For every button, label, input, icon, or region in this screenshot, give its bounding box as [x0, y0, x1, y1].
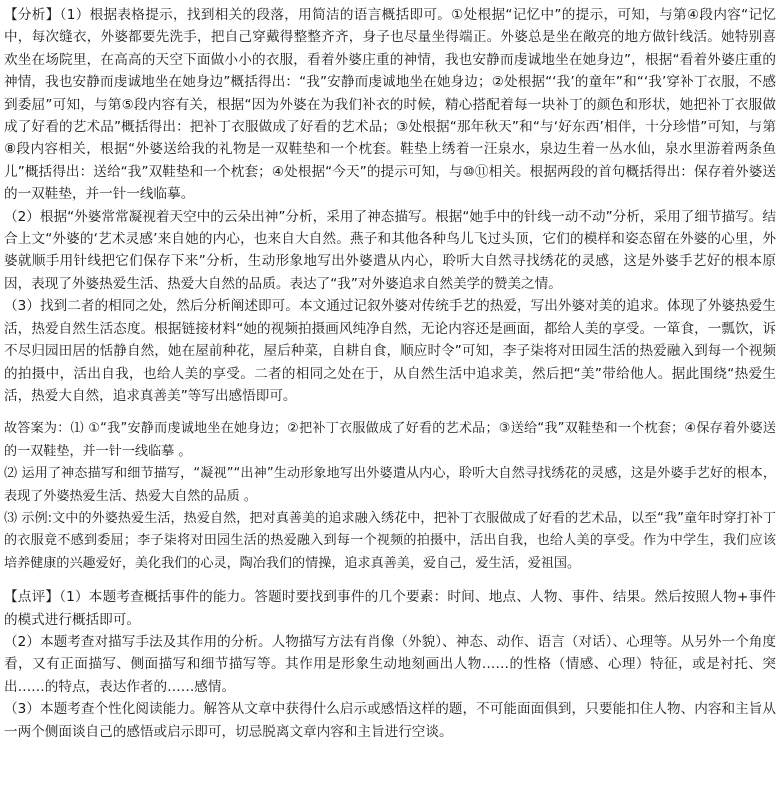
comment-section	[4, 586, 776, 743]
comment-paragraph-2: （2）本题考查对描写手法及其作用的分析。人物描写方法有肖像（外貌）、神态、动作、语言（对话）、心理等。从另外一个角度看，又有正面描写、侧面描写和细节描写等。其作用是形象生动地刻画出人物……的性格（情感、心理）特征，或是衬托、突出……的特点，表达作者的……感情。	[4, 633, 776, 695]
analysis-section	[4, 4, 776, 407]
answer-paragraph-1: 故答案为：⑴ ①“我”安静而虔诚地坐在她身边；②把补丁衣服做成了好看的艺术品；③送给“我”双鞋垫和一个枕套；④保存着外婆送的一双鞋垫，并一针一线临摹 。	[4, 421, 776, 459]
comment-tag: 【点评】	[4, 589, 60, 606]
comment-paragraph-1	[4, 586, 776, 631]
answer-section	[4, 418, 776, 575]
analysis-text-1: （1）根据表格提示，找到相关的段落，用简洁的语言概括即可。①处根据“记忆中”的提示，可知，与第④段内容“记忆中，每次缝衣，外婆都要先洗手，把自己穿戴得整整齐齐，身子也尽量坐得端正。外婆总是坐在敞亮的地方做针线活。她特别喜欢坐在场院里，在高高的天空下面做小小的衣服，看着外婆庄重的神情，我也安静而虔诚地坐在她身边”，根据“看着外婆庄重的神情，我也安静而虔诚地坐在她身边”概括得出：“我”安静而虔诚地坐在她身边；②处根据“‘我’的童年”和“‘我’穿补丁衣服，不感到委屈”可知，与第⑤段内容有关，根据“因为外婆在为我们补衣的时候，精心搭配着每一块补丁的颜色和形状，她把补丁衣服做成了好看的艺术品”概括得出：把补丁衣服做成了好看的艺术品；③处根据“那年秋天”和“与‘好东西’相伴，十分珍惜”可知，与第⑧段内容相关，根据“外婆送给我的礼物是一双鞋垫和一个枕套。鞋垫上绣着一汪泉水，泉边生着一丛水仙，泉水里游着两条鱼儿”概括得出：送给“我”双鞋垫和一个枕套；④处根据“今天”的提示可知，与⑩⑪相关。根据两段的首句概括得出：保存着外婆送的一双鞋垫，并一针一线临摹。	[4, 7, 776, 203]
analysis-paragraph-3: （3）找到二者的相同之处，然后分析阐述即可。本文通过记叙外婆对传统手艺的热爱，写出外婆对美的追求。体现了外婆热爱生活，热爱自然生活态度。根据链接材料“她的视频拍摄画风纯净自然，无论内容还是画面，都给人美的享受。一箪食，一瓢饮，诉不尽归园田居的恬静自然，她在屋前种花，屋后种菜，自耕自食，顺应时令”可知，李子柒将对田园生活的热爱融入到每一个视频的拍摄中，活出自我，也给人美的享受。二者的相同之处在于，从自然生活中追求美，然后把“美”带给他人。据此围绕“热爱生活，热爱大自然，追求真善美”等写出感悟即可。	[4, 298, 776, 404]
spacer	[4, 575, 776, 586]
answer-paragraph-3: ⑶ 示例:文中的外婆热爱生活，热爱自然，把对真善美的追求融入绣花中，把补丁衣服做成了好看的艺术品，以至“我”童年时穿打补丁的衣服竟不感到委屈；李子柒将对田园生活的热爱融入到每一个视频的拍摄中，活出自我，也给人美的享受。作为中学生，我们应该培养健康的兴趣爱好，美化我们的心灵，陶冶我们的情操，追求真善美，爱自己，爱生活，爱祖国。	[4, 510, 776, 571]
analysis-tag: 【分析】	[4, 7, 60, 23]
comment-paragraph-3: （3）本题考查个性化阅读能力。解答从文章中获得什么启示或感悟这样的题，不可能面面俱到，只要能扣住人物、内容和主旨从一两个侧面谈自己的感悟或启示即可，切忌脱离文章内容和主旨进行空谈。	[4, 701, 776, 740]
analysis-paragraph-2: （2）根据“外婆常常凝视着天空中的云朵出神”分析，采用了神态描写。根据“她手中的针线一动不动”分析，采用了细节描写。结合上文“外婆的‘艺术灵感’来自她的内心，也来自大自然。燕子和其他各种鸟儿飞过头顶，它们的模样和姿态留在外婆的心里，外婆就顺手用针线把它们保存下来”分析，生动形象地写出外婆遣从内心，聆听大自然寻找绣花的灵感，这是外婆手艺好的根本原因，表现了外婆热爱生活、热爱大自然的品质。表达了“我”对外婆追求自然美学的赞美之情。	[4, 208, 776, 292]
answer-paragraph-2: ⑵ 运用了神态描写和细节描写，“凝视”“出神”生动形象地写出外婆遣从内心，聆听大自然寻找绣花的灵感，这是外婆手艺好的根本，表现了外婆热爱生活、热爱大自然的品质 。	[4, 466, 776, 504]
analysis-paragraph-1	[4, 4, 776, 206]
comment-text-1: （1）本题考查概括事件的能力。答题时要找到事件的几个要素：时间、地点、人物、事件、结果。然后按照人物+事件的模式进行概括即可。	[4, 589, 776, 628]
spacer	[4, 407, 776, 418]
